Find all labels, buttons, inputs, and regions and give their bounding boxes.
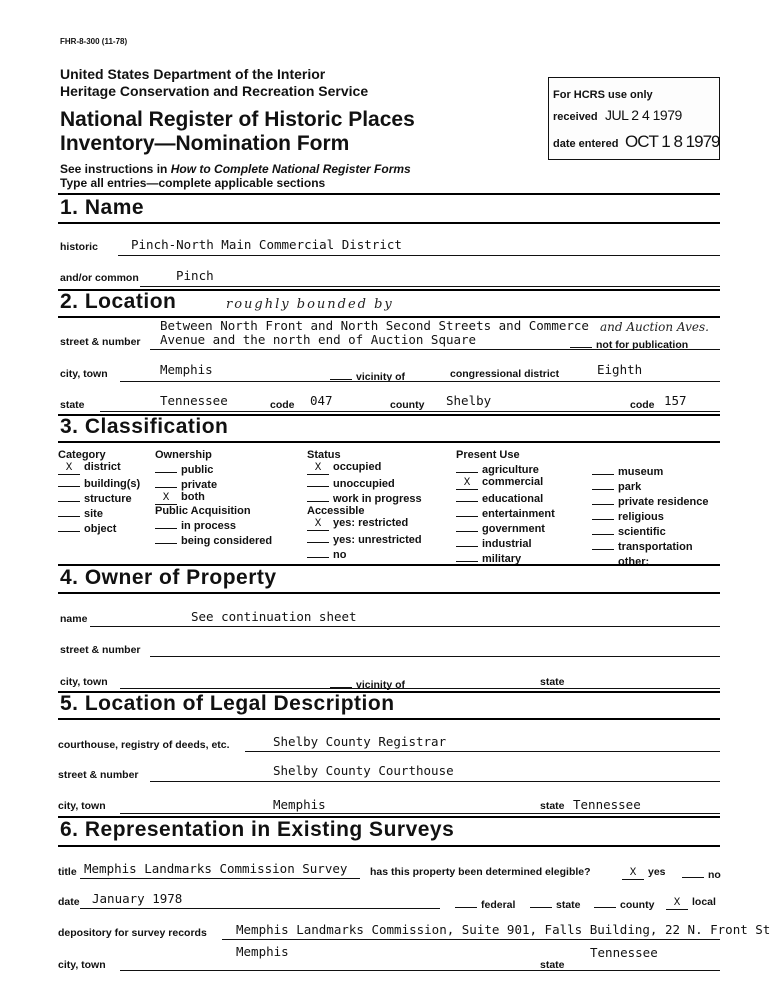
owner-street-label: street & number bbox=[60, 644, 141, 656]
field-line bbox=[80, 878, 360, 879]
level-state-label: state bbox=[556, 899, 581, 911]
congress-value: Eighth bbox=[597, 362, 643, 377]
category-group bbox=[58, 449, 140, 535]
accessible-option[interactable] bbox=[307, 531, 422, 546]
checkbox-mark[interactable] bbox=[592, 538, 614, 550]
present-use-option-label: scientific bbox=[618, 526, 666, 538]
checkbox-blank[interactable] bbox=[530, 896, 552, 908]
code-label: code bbox=[270, 399, 295, 411]
level-state[interactable] bbox=[530, 896, 581, 911]
present-use-option[interactable] bbox=[456, 505, 555, 520]
ownership-option[interactable] bbox=[155, 461, 272, 476]
section-4-title: 4. Owner of Property bbox=[60, 566, 277, 589]
depository-label: depository for survey records bbox=[58, 927, 207, 939]
checkbox-mark[interactable]: X bbox=[307, 519, 329, 531]
checkbox-blank[interactable] bbox=[455, 896, 477, 908]
checkbox-mark[interactable] bbox=[155, 461, 177, 473]
status-option-label: occupied bbox=[333, 461, 382, 473]
ownership-option[interactable] bbox=[155, 476, 272, 491]
owner-name-value: See continuation sheet bbox=[191, 609, 357, 624]
legal-state-label: state bbox=[540, 800, 565, 812]
ownership-option-label: public bbox=[181, 464, 214, 476]
acquisition-option[interactable] bbox=[155, 517, 272, 532]
instructions-prefix: See instructions in bbox=[60, 162, 171, 176]
divider bbox=[58, 845, 720, 847]
field-line bbox=[245, 751, 720, 752]
present-use-option[interactable] bbox=[456, 461, 555, 476]
checkbox-blank[interactable] bbox=[570, 336, 592, 348]
field-line bbox=[120, 688, 720, 689]
category-option[interactable] bbox=[58, 505, 140, 520]
code-value: 047 bbox=[310, 393, 333, 408]
field-line bbox=[120, 813, 720, 814]
survey-date-value: January 1978 bbox=[92, 891, 183, 906]
instructions-line-2: Type all entries—complete applicable sections bbox=[60, 176, 326, 190]
present-use-group-2 bbox=[592, 463, 709, 568]
street-value-1: Between North Front and North Second Streets and Commerce bbox=[160, 318, 589, 333]
checkbox-blank[interactable] bbox=[330, 676, 352, 688]
status-option[interactable] bbox=[307, 475, 422, 490]
handwritten-note-2: and Auction Aves. bbox=[600, 320, 709, 334]
present-use-option[interactable] bbox=[592, 463, 709, 478]
instructions-line-1 bbox=[60, 162, 411, 176]
present-use-option-label: educational bbox=[482, 493, 544, 505]
code2-label: code bbox=[630, 399, 655, 411]
checkbox-mark[interactable] bbox=[58, 505, 80, 517]
checkbox-mark[interactable]: X bbox=[58, 463, 80, 475]
received-label: received bbox=[553, 111, 598, 123]
level-county-label: county bbox=[620, 899, 655, 911]
legal-state-value: Tennessee bbox=[573, 797, 641, 812]
status-header: Status bbox=[307, 449, 341, 461]
present-use-option-label: transportation bbox=[618, 541, 693, 553]
eligible-no[interactable] bbox=[682, 866, 721, 881]
owner-vicinity-label: vicinity of bbox=[356, 679, 406, 691]
present-use-option[interactable] bbox=[592, 478, 709, 493]
present-use-option[interactable] bbox=[456, 476, 555, 490]
checkbox-mark[interactable] bbox=[307, 490, 329, 502]
category-option-label: district bbox=[84, 461, 121, 473]
present-use-option-label: industrial bbox=[482, 538, 532, 550]
present-use-option[interactable] bbox=[592, 538, 709, 553]
eligible-question: has this property been determined elegible? bbox=[370, 866, 591, 878]
accessible-option[interactable] bbox=[307, 546, 422, 561]
field-line bbox=[150, 656, 720, 657]
checkbox-mark[interactable] bbox=[592, 463, 614, 475]
ownership-option[interactable] bbox=[155, 491, 272, 505]
checkbox-mark[interactable] bbox=[456, 505, 478, 517]
divider bbox=[58, 592, 720, 594]
present-use-option-label: private residence bbox=[618, 496, 709, 508]
section-6-title: 6. Representation in Existing Surveys bbox=[60, 818, 455, 841]
checkbox-mark[interactable] bbox=[155, 476, 177, 488]
eligible-yes-label: yes bbox=[648, 866, 666, 878]
ownership-header: Ownership bbox=[155, 449, 212, 461]
historic-value: Pinch-North Main Commercial District bbox=[131, 237, 402, 252]
field-line bbox=[150, 349, 720, 350]
owner-name-label: name bbox=[60, 613, 88, 625]
field-line bbox=[120, 381, 720, 382]
present-use-option[interactable] bbox=[456, 550, 555, 565]
owner-city-label: city, town bbox=[60, 676, 108, 688]
divider bbox=[58, 193, 720, 195]
form-title-line-2: Inventory—Nomination Form bbox=[60, 132, 350, 155]
status-option[interactable] bbox=[307, 461, 422, 475]
agency-line-1: United States Department of the Interior bbox=[60, 66, 326, 82]
present-use-option[interactable] bbox=[592, 493, 709, 508]
field-line bbox=[100, 411, 720, 412]
category-option[interactable] bbox=[58, 490, 140, 505]
ownership-group bbox=[155, 449, 272, 547]
vicinity-label: vicinity of bbox=[356, 371, 406, 383]
present-use-option-label: military bbox=[482, 553, 522, 565]
section-3-title: 3. Classification bbox=[60, 415, 229, 438]
congress-label: congressional district bbox=[450, 368, 560, 380]
county-label: county bbox=[390, 399, 425, 411]
field-line bbox=[222, 939, 720, 940]
field-line bbox=[120, 970, 720, 971]
accessible-option-label: yes: restricted bbox=[333, 517, 409, 529]
section-5-title: 5. Location of Legal Description bbox=[60, 692, 395, 715]
depository-value: Memphis Landmarks Commission, Suite 901, Falls Building, 22 N. Front St bbox=[236, 922, 771, 937]
hcrs-use-box bbox=[548, 77, 720, 160]
present-use-option-label: park bbox=[618, 481, 642, 493]
section-1-title: 1. Name bbox=[60, 196, 145, 219]
present-use-option[interactable] bbox=[456, 535, 555, 550]
ownership-option-label: both bbox=[181, 491, 205, 503]
agency-line-2: Heritage Conservation and Recreation Service bbox=[60, 83, 369, 99]
status-option[interactable] bbox=[307, 490, 422, 505]
checkbox-blank[interactable] bbox=[330, 368, 352, 380]
checkbox-mark[interactable] bbox=[307, 531, 329, 543]
acquisition-header: Public Acquisition bbox=[155, 505, 251, 517]
depository-state-label: state bbox=[540, 959, 565, 971]
city-value: Memphis bbox=[160, 362, 213, 377]
present-use-option-label: entertainment bbox=[482, 508, 555, 520]
checkbox-mark[interactable]: X bbox=[666, 898, 688, 910]
instructions-doc: How to Complete National Register Forms bbox=[170, 162, 411, 176]
entered-label: date entered bbox=[553, 138, 619, 150]
checkbox-mark[interactable] bbox=[592, 508, 614, 520]
depository-city-value: Memphis bbox=[236, 944, 289, 959]
survey-title-value: Memphis Landmarks Commission Survey bbox=[84, 861, 348, 876]
category-option-label: building(s) bbox=[84, 478, 141, 490]
present-use-group bbox=[456, 449, 555, 565]
legal-city-label: city, town bbox=[58, 800, 106, 812]
level-local-label: local bbox=[692, 896, 716, 908]
street-label: street & number bbox=[60, 336, 141, 348]
field-line bbox=[140, 286, 720, 287]
checkbox-blank[interactable] bbox=[594, 896, 616, 908]
category-option-label: object bbox=[84, 523, 117, 535]
acquisition-option-label: in process bbox=[181, 520, 237, 532]
present-use-option-label: religious bbox=[618, 511, 664, 523]
status-group bbox=[307, 449, 422, 561]
checkbox-mark[interactable] bbox=[155, 517, 177, 529]
eligible-yes[interactable] bbox=[622, 866, 666, 880]
acquisition-option-label: being considered bbox=[181, 535, 273, 547]
level-local[interactable] bbox=[666, 896, 716, 910]
owner-state-label: state bbox=[540, 676, 565, 688]
present-use-option[interactable] bbox=[456, 520, 555, 535]
checkbox-mark[interactable] bbox=[592, 523, 614, 535]
depository-city-label: city, town bbox=[58, 959, 106, 971]
ownership-option-label: private bbox=[181, 479, 218, 491]
divider bbox=[58, 222, 720, 224]
legal-street-value: Shelby County Courthouse bbox=[273, 763, 454, 778]
received-stamp: JUL 2 4 1979 bbox=[605, 107, 682, 123]
common-value: Pinch bbox=[176, 268, 214, 283]
street-value-2: Avenue and the north end of Auction Square bbox=[160, 332, 477, 347]
level-federal-label: federal bbox=[481, 899, 516, 911]
checkbox-mark[interactable] bbox=[456, 461, 478, 473]
accessible-option-label: no bbox=[333, 549, 347, 561]
present-use-header: Present Use bbox=[456, 449, 520, 461]
checkbox-mark[interactable]: X bbox=[622, 868, 644, 880]
divider bbox=[58, 718, 720, 720]
state-value: Tennessee bbox=[160, 393, 228, 408]
handwritten-note-1: roughly bounded by bbox=[226, 297, 394, 312]
entered-stamp: OCT 1 8 1979 bbox=[625, 132, 720, 151]
field-line bbox=[118, 255, 720, 256]
accessible-header: Accessible bbox=[307, 505, 365, 517]
category-option[interactable] bbox=[58, 461, 140, 475]
checkbox-mark[interactable] bbox=[682, 866, 704, 878]
form-title-line-1: National Register of Historic Places bbox=[60, 108, 415, 131]
present-use-option[interactable] bbox=[456, 490, 555, 505]
divider bbox=[58, 441, 720, 443]
checkbox-mark[interactable] bbox=[58, 475, 80, 487]
courthouse-label: courthouse, registry of deeds, etc. bbox=[58, 739, 230, 751]
hcrs-label: For HCRS use only bbox=[553, 89, 653, 101]
form-number: FHR-8-300 (11-78) bbox=[60, 37, 128, 46]
level-county[interactable] bbox=[594, 896, 654, 911]
eligible-no-label: no bbox=[708, 869, 721, 881]
state-label: state bbox=[60, 399, 85, 411]
field-line bbox=[150, 781, 720, 782]
present-use-option-label: agriculture bbox=[482, 464, 539, 476]
county-value: Shelby bbox=[446, 393, 492, 408]
category-header: Category bbox=[58, 449, 106, 461]
present-use-option[interactable] bbox=[592, 523, 709, 538]
accessible-option-label: yes: unrestricted bbox=[333, 534, 422, 546]
common-label: and/or common bbox=[60, 272, 139, 284]
survey-date-label: date bbox=[58, 896, 80, 908]
status-option-label: work in progress bbox=[333, 493, 422, 505]
courthouse-value: Shelby County Registrar bbox=[273, 734, 447, 749]
survey-title-label: title bbox=[58, 866, 77, 878]
present-use-option-label: museum bbox=[618, 466, 664, 478]
not-for-publication-label: not for publication bbox=[596, 339, 689, 351]
checkbox-mark[interactable]: X bbox=[155, 493, 177, 505]
present-use-option-label: commercial bbox=[482, 476, 544, 488]
checkbox-mark[interactable] bbox=[155, 532, 177, 544]
checkbox-mark[interactable] bbox=[592, 493, 614, 505]
depository-state-value: Tennessee bbox=[590, 945, 658, 960]
checkbox-mark[interactable] bbox=[456, 490, 478, 502]
checkbox-mark[interactable] bbox=[307, 475, 329, 487]
accessible-option[interactable] bbox=[307, 517, 422, 531]
category-option[interactable] bbox=[58, 520, 140, 535]
present-use-option-label: other: bbox=[618, 556, 650, 568]
present-use-option[interactable] bbox=[592, 508, 709, 523]
code2-value: 157 bbox=[664, 393, 687, 408]
category-option[interactable] bbox=[58, 475, 140, 490]
checkbox-mark[interactable] bbox=[456, 520, 478, 532]
historic-label: historic bbox=[60, 241, 98, 253]
checkbox-mark[interactable]: X bbox=[456, 478, 478, 490]
city-label: city, town bbox=[60, 368, 108, 380]
status-option-label: unoccupied bbox=[333, 478, 395, 490]
checkbox-mark[interactable] bbox=[307, 546, 329, 558]
section-2-title: 2. Location bbox=[60, 290, 177, 313]
category-option-label: structure bbox=[84, 493, 132, 505]
field-line bbox=[80, 908, 440, 909]
checkbox-mark[interactable] bbox=[456, 550, 478, 562]
checkbox-mark[interactable]: X bbox=[307, 463, 329, 475]
level-federal[interactable] bbox=[455, 896, 515, 911]
checkbox-mark[interactable] bbox=[58, 490, 80, 502]
acquisition-option[interactable] bbox=[155, 532, 272, 547]
legal-street-label: street & number bbox=[58, 769, 139, 781]
category-option-label: site bbox=[84, 508, 103, 520]
checkbox-mark[interactable] bbox=[456, 535, 478, 547]
checkbox-mark[interactable] bbox=[58, 520, 80, 532]
legal-city-value: Memphis bbox=[273, 797, 326, 812]
present-use-option-label: government bbox=[482, 523, 545, 535]
field-line bbox=[90, 626, 720, 627]
checkbox-mark[interactable] bbox=[592, 478, 614, 490]
